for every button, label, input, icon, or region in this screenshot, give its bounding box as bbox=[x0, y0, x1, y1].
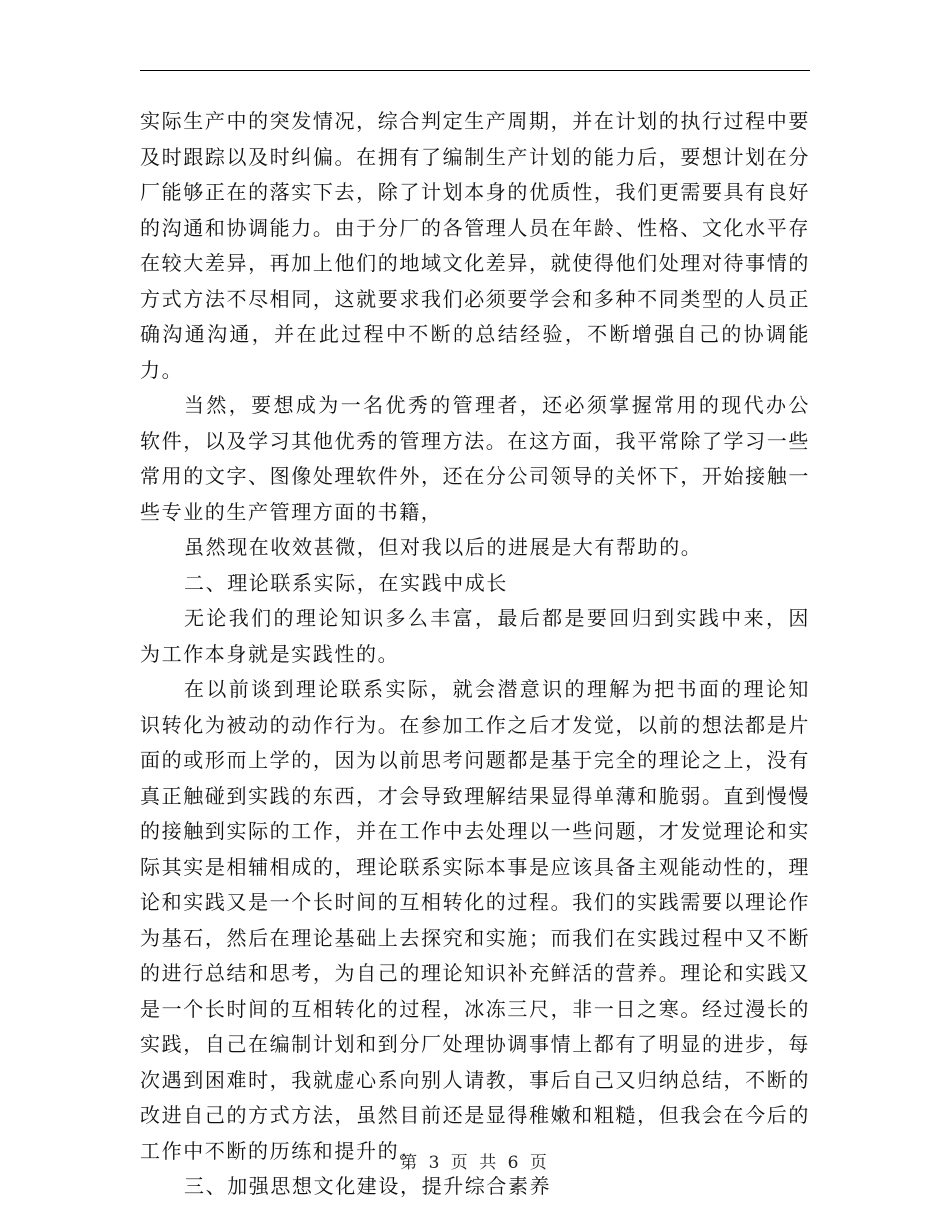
paragraph-continuation: 实际生产中的突发情况，综合判定生产周期，并在计划的执行过程中要及时跟踪以及时纠偏。在拥有了编制生产计划的能力后，要想计划在分厂能够正在的落实下去，除了计划本身的优质性，我们更需要具有良好的沟通和协调能力。由于分厂的各管理人员在年龄、性格、文化水平存在较大差异，再加上他们的地域文化差异，就使得他们处理对待事情的方式方法不尽相同，这就要求我们必须要学会和多种不同类型的人员正确沟通沟通，并在此过程中不断的总结经验，不断增强自己的协调能力。 bbox=[140, 109, 810, 382]
section-heading-3: 三、加强思想文化建设，提升综合素养 bbox=[184, 1174, 552, 1198]
paragraph-progress: 虽然现在收效甚微，但对我以后的进展是大有帮助的。 bbox=[184, 535, 703, 559]
paragraph-office-software: 当然，要想成为一名优秀的管理者，还必须掌握常用的现代办公软件，以及学习其他优秀的管理方法。在这方面，我平常除了学习一些常用的文字、图像处理软件外，还在分公司领导的关怀下，开始接触一些专业的生产管理方面的书籍， bbox=[140, 393, 810, 524]
page-number-footer: 第 3 页 共 6 页 bbox=[400, 1153, 550, 1173]
document-body bbox=[140, 104, 810, 1205]
header-rule bbox=[140, 70, 810, 71]
paragraph-theory-detail: 在以前谈到理论联系实际，就会潜意识的理解为把书面的理论知识转化为被动的动作行为。在参加工作之后才发觉，以前的想法都是片面的或形而上学的，因为以前思考问题都是基于完全的理论之上，没有真正触碰到实践的东西，才会导致理解结果显得单薄和脆弱。直到慢慢的接触到实际的工作，并在工作中去处理以一些问题，才发觉理论和实际其实是相辅相成的，理论联系实际本事是应该具备主观能动性的，理论和实践又是一个长时间的互相转化的过程。我们的实践需要以理论作为基石，然后在理论基础上去探究和实施；而我们在实践过程中又不断的进行总结和思考，为自己的理论知识补充鲜活的营养。理论和实践又是一个长时间的互相转化的过程，冰冻三尺，非一日之寒。经过漫长的实践，自己在编制计划和到分厂处理协调事情上都有了明显的进步，每次遇到困难时，我就虚心系向别人请教，事后自己又归纳总结，不断的改进自己的方式方法，虽然目前还是显得稚嫩和粗糙，但我会在今后的工作中不断的历练和提升的。 bbox=[140, 677, 810, 1163]
paragraph-theory-practice: 无论我们的理论知识多么丰富，最后都是要回归到实践中来，因为工作本身就是实践性的。 bbox=[140, 606, 810, 666]
section-heading-2: 二、理论联系实际，在实践中成长 bbox=[184, 570, 508, 595]
